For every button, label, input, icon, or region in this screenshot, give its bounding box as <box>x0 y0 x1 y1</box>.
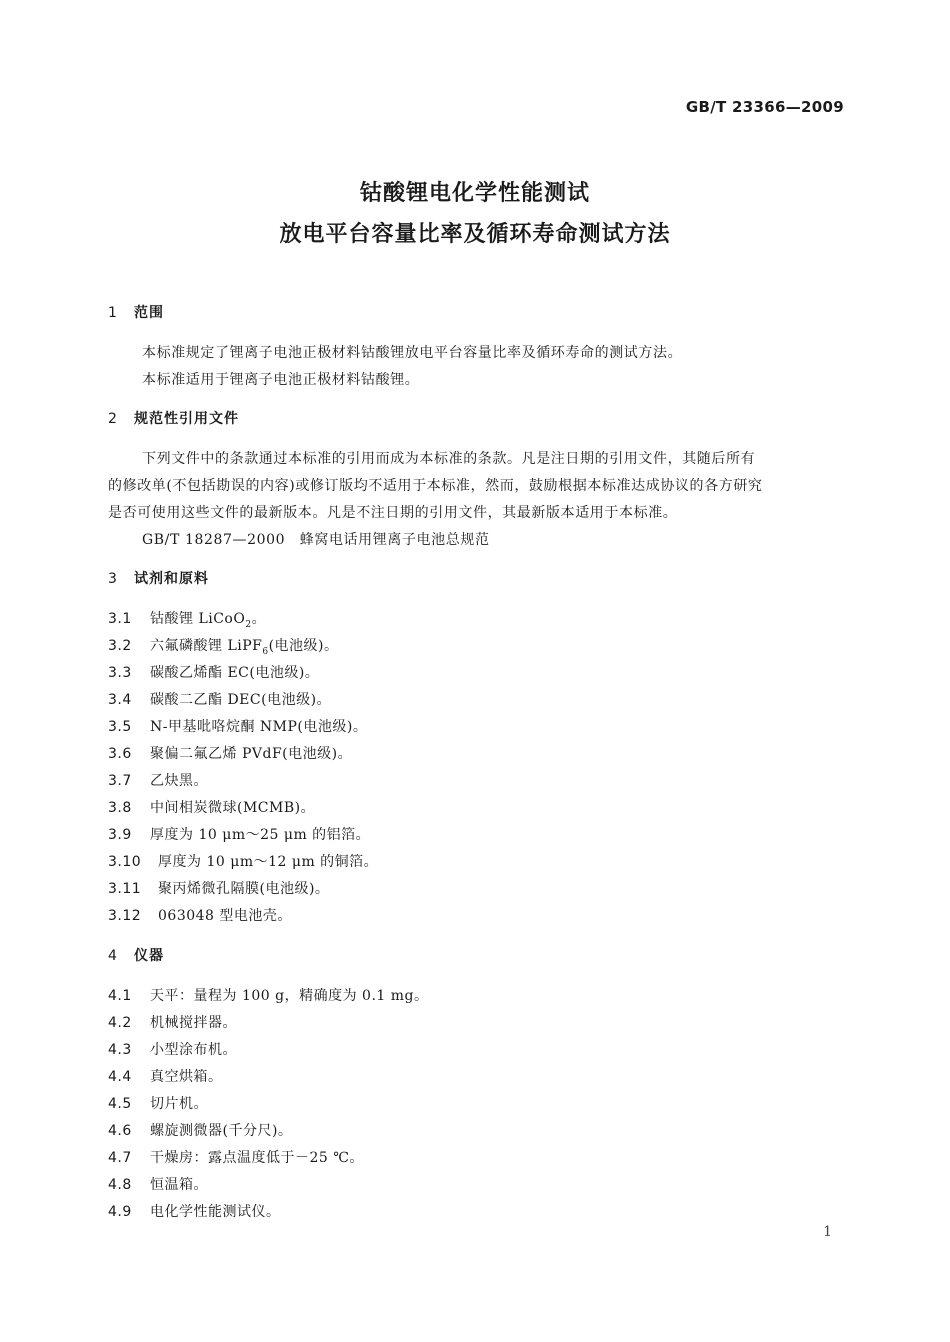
document-title-line1: 钴酸锂电化学性能测试 <box>359 181 590 206</box>
item-text: 厚度为 10 μm～25 μm 的铝箔。 <box>150 827 371 843</box>
section-2-heading <box>108 408 239 428</box>
list-item <box>108 1012 237 1032</box>
item-text: 钴酸锂 LiCoO <box>150 611 246 627</box>
section-title: 仪器 <box>134 948 164 964</box>
item-number: 3.1 <box>108 611 132 627</box>
list-item <box>108 878 329 898</box>
item-text: 厚度为 10 μm～12 μm 的铜箔。 <box>158 854 379 870</box>
normative-reference: GB/T 18287—2000 蜂窝电话用锂离子电池总规范 <box>142 532 490 548</box>
paragraph-line: 下列文件中的条款通过本标准的引用而成为本标准的条款。凡是注日期的引用文件，其随后所有 <box>142 451 756 467</box>
list-item <box>108 635 339 657</box>
item-number: 4.5 <box>108 1096 132 1112</box>
item-number: 3.12 <box>108 908 142 924</box>
item-text-suffix: (电池级)。 <box>268 638 339 654</box>
item-text: 乙炔黑。 <box>150 773 208 789</box>
item-number: 4.8 <box>108 1177 132 1193</box>
paragraph-line: 的修改单(不包括勘误的内容)或修订版均不适用于本标准，然而，鼓励根据本标准达成协议的各方研究 <box>108 478 763 494</box>
section-title: 范围 <box>134 305 164 321</box>
item-number: 4.3 <box>108 1042 132 1058</box>
item-number: 3.6 <box>108 746 132 762</box>
list-item <box>108 1120 292 1140</box>
item-text: 天平：量程为 100 g，精确度为 0.1 mg。 <box>150 988 429 1004</box>
item-number: 3.2 <box>108 638 132 654</box>
item-text: 碳酸二乙酯 DEC(电池级)。 <box>150 692 332 708</box>
item-text: 聚偏二氟乙烯 PVdF(电池级)。 <box>150 746 353 762</box>
item-number: 3.3 <box>108 665 132 681</box>
item-text: 六氟磷酸锂 LiPF <box>150 638 263 654</box>
section-number: 3 <box>108 571 118 587</box>
item-number: 4.7 <box>108 1150 132 1166</box>
item-number: 3.5 <box>108 719 132 735</box>
item-text: 干燥房：露点温度低于－25 ℃。 <box>150 1150 364 1166</box>
item-text: 063048 型电池壳。 <box>158 908 292 924</box>
item-text: 小型涂布机。 <box>150 1042 237 1058</box>
item-number: 3.7 <box>108 773 132 789</box>
list-item <box>108 689 331 709</box>
item-number: 3.9 <box>108 827 132 843</box>
item-text: 聚丙烯微孔隔膜(电池级)。 <box>158 881 330 897</box>
list-item <box>108 770 208 790</box>
section-title: 规范性引用文件 <box>134 411 239 427</box>
item-text-suffix: 。 <box>251 611 267 627</box>
item-text: 螺旋测微器(千分尺)。 <box>150 1123 293 1139</box>
item-number: 4.1 <box>108 988 132 1004</box>
item-number: 4.2 <box>108 1015 132 1031</box>
item-number: 3.4 <box>108 692 132 708</box>
item-text: 碳酸乙烯酯 EC(电池级)。 <box>150 665 320 681</box>
list-item <box>108 905 292 925</box>
list-item <box>108 1093 208 1113</box>
section-3-heading <box>108 568 209 588</box>
list-item <box>108 1174 208 1194</box>
list-item <box>108 851 378 871</box>
item-text: N-甲基吡咯烷酮 NMP(电池级)。 <box>150 719 368 735</box>
list-item <box>108 1039 237 1059</box>
item-number: 4.9 <box>108 1204 132 1220</box>
list-item <box>108 608 266 630</box>
item-text: 切片机。 <box>150 1096 208 1112</box>
item-number: 4.6 <box>108 1123 132 1139</box>
item-text: 中间相炭微球(MCMB)。 <box>150 800 316 816</box>
standard-code: GB/T 23366—2009 <box>685 98 844 116</box>
section-number: 2 <box>108 411 118 427</box>
item-text: 真空烘箱。 <box>150 1069 223 1085</box>
list-item <box>108 824 370 844</box>
item-text: 电化学性能测试仪。 <box>150 1204 281 1220</box>
section-number: 1 <box>108 305 118 321</box>
list-item <box>108 662 319 682</box>
list-item <box>108 1147 364 1167</box>
item-number: 3.11 <box>108 881 142 897</box>
list-item <box>108 743 352 763</box>
document-title-line2: 放电平台容量比率及循环寿命测试方法 <box>279 222 671 247</box>
section-4-heading <box>108 945 164 965</box>
paragraph: 本标准适用于锂离子电池正极材料钴酸锂。 <box>142 372 420 388</box>
item-number: 4.4 <box>108 1069 132 1085</box>
list-item <box>108 1066 223 1086</box>
list-item <box>108 716 367 736</box>
item-subscript: 2 <box>245 619 252 630</box>
section-1-heading <box>108 302 164 322</box>
item-number: 3.8 <box>108 800 132 816</box>
item-text: 机械搅拌器。 <box>150 1015 237 1031</box>
item-text: 恒温箱。 <box>150 1177 208 1193</box>
item-subscript: 6 <box>262 646 269 657</box>
page-number: 1 <box>823 1224 832 1240</box>
paragraph: 本标准规定了锂离子电池正极材料钴酸锂放电平台容量比率及循环寿命的测试方法。 <box>142 345 683 361</box>
list-item <box>108 985 429 1005</box>
paragraph-line: 是否可使用这些文件的最新版本。凡是不注日期的引用文件，其最新版本适用于本标准。 <box>108 505 678 521</box>
list-item <box>108 797 315 817</box>
list-item <box>108 1201 281 1221</box>
section-number: 4 <box>108 948 118 964</box>
item-number: 3.10 <box>108 854 142 870</box>
section-title: 试剂和原料 <box>134 571 209 587</box>
